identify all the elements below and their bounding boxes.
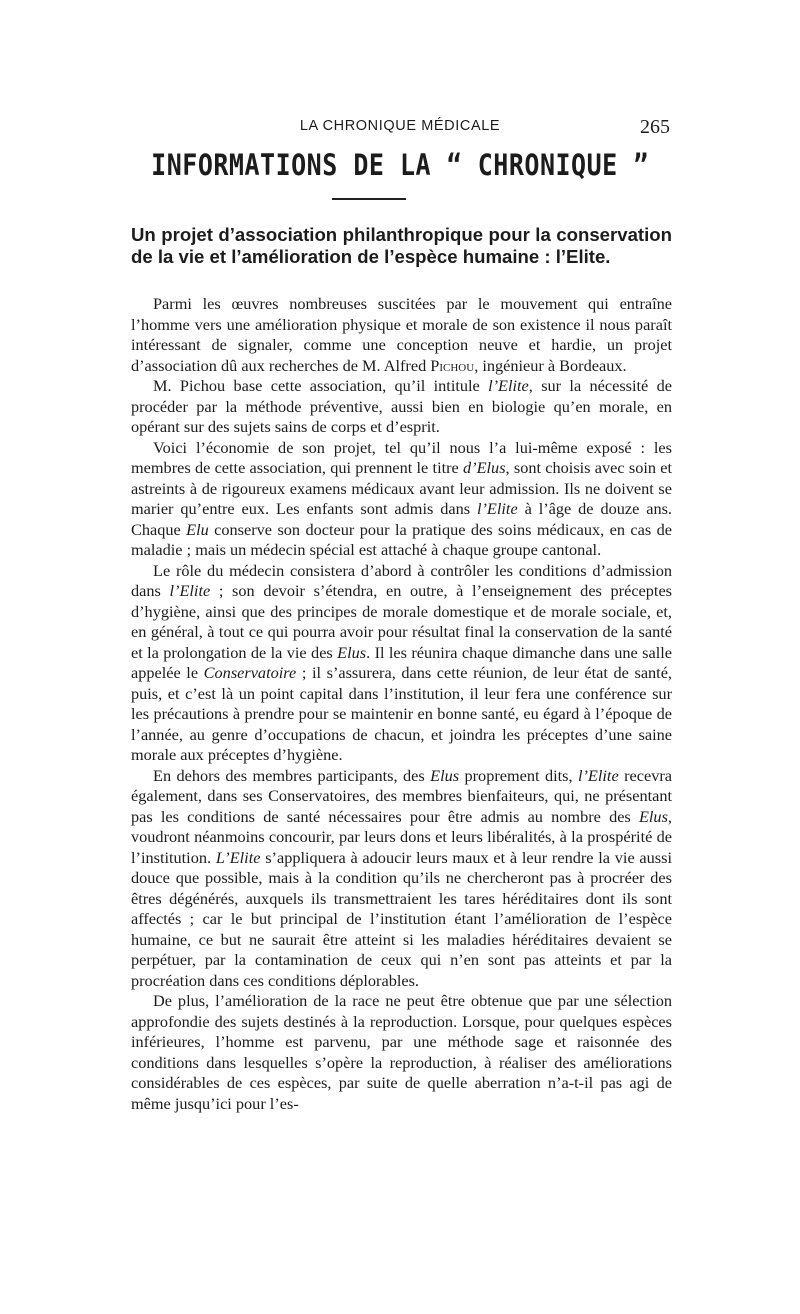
- text-run: En dehors des membres participants, des: [153, 765, 431, 785]
- text-run: . Il les réunira chaque dimanche dans une salle appelée le: [131, 642, 673, 682]
- text-run: recevra également, dans ses Conservatoires, des membres bienfaiteurs, qui, ne présentant pas les conditions de santé nécessaires pour être admis au nombre des: [131, 765, 672, 826]
- text-run: à l’âge de douze ans. Chaque: [131, 499, 672, 539]
- text-run: conserve son docteur pour la pratique des soins médicaux, en cas de maladie ; mais un médecin spécial est attaché à chaque groupe cantonal.: [131, 519, 672, 559]
- text-run: , ingénieur à Bordeaux.: [474, 355, 627, 375]
- paragraph-1: [131, 294, 672, 376]
- italic-term: L’Elite: [215, 847, 261, 867]
- heading-rule: [332, 198, 406, 200]
- page-number: 265: [640, 116, 670, 138]
- paragraph-3: [131, 438, 672, 561]
- text-run: Parmi les œuvres nombreuses suscitées par le mouvement qui entraîne l’homme vers une amélioration physique et morale de son existence il nous paraît intéressant de signaler, comme une conception neuve et hardie, un projet d’association dû aux recherches de M. Alfred: [131, 294, 672, 375]
- journal-name: LA CHRONIQUE MÉDICALE: [299, 118, 501, 134]
- article-title: Un projet d’association philanthropique pour la conservation de la vie et l’amélioration de l’espèce humaine : l’Elite.: [131, 224, 672, 267]
- text-run: s’appliquera à adoucir leurs maux et à leur rendre la vie aussi douce que possible, mais à la condition qu’ils ne chercheront pas à procréer des êtres dégénérés, auxquels ils transmettraient les tares héréditaires dont ils sont affectés ; car le but principal de l’institution étant l’amélioration de l’espèce humaine, ce but ne saurait être atteint si les maladies héréditaires devaient se perpétuer, par la contamination de ceux qui n’en sont pas atteints et par la procréation dans ces conditions déplorables.: [131, 847, 672, 990]
- paragraph-4: [131, 561, 672, 766]
- text-run: Le rôle du médecin consistera d’abord à contrôler les conditions d’admission dans: [131, 560, 672, 600]
- italic-term: Conservatoire: [203, 663, 297, 682]
- author-name: Pichou: [430, 355, 475, 375]
- italic-term: Elus: [430, 765, 460, 785]
- italic-term: l’Elite: [488, 376, 529, 395]
- article-body: [131, 294, 672, 1114]
- italic-term: l’Elite: [169, 581, 211, 600]
- text-run: , voudront néanmoins concourir, par leurs dons et leurs libéralités, à la prospérité de l’institution.: [131, 806, 672, 867]
- italic-term: Elus: [638, 806, 668, 826]
- text-run: M. Pichou base cette association, qu’il intitule: [153, 376, 489, 395]
- italic-term: d’Elus: [463, 458, 506, 477]
- italic-term: Elu: [186, 519, 209, 539]
- italic-term: l’Elite: [476, 499, 518, 518]
- section-heading: INFORMATIONS DE LA “ CHRONIQUE ”: [151, 148, 649, 183]
- paragraph-2: [131, 376, 672, 438]
- paragraph-5: [131, 766, 672, 992]
- paragraph-6: De plus, l’amélioration de la race ne peut être obtenue que par une sélection approfondie des sujets destinés à la reproduction. Lorsque, pour quelques espèces inférieures, l’homme est parvenu, par une méthode sage et raisonnée des conditions dans lesquelles s’opère la reproduction, à réaliser des améliorations considérables de ces espèces, par suite de quelle aberration n’a-t-il pas agi de même jusqu’ici pour l’es-: [131, 991, 672, 1113]
- text-run: , sont choisis avec soin et astreints à de rigoureux examens médicaux avant leur admission. Ils ne doivent se marier qu’entre eux. Les enfants sont admis dans: [131, 458, 673, 518]
- text-run: ; son devoir s’étendra, en outre, à l’enseignement des préceptes d’hygiène, ainsi que des principes de morale domestique et de morale sociale, et, en général, à tout ce qui pourra avoir pour résultat final la conservation de la santé et la prolongation de la vie des: [131, 581, 673, 662]
- running-head: [130, 118, 670, 140]
- text-run: , sur la nécessité de procéder par la méthode préventive, aussi bien en biologie qu’en morale, en opérant sur des sujets sains de corps et d’esprit.: [131, 376, 672, 436]
- text-run: ; il s’assurera, dans cette réunion, de leur état de santé, puis, et c’est là un point capital dans l’institution, il leur fera une conférence sur les précautions à prendre pour se maintenir en bonne santé, eu égard à l’époque de l’année, au genre d’occupations de chacun, et joindra les préceptes d’une saine morale aux préceptes d’hygiène.: [131, 663, 673, 764]
- italic-term: Elus: [337, 642, 367, 662]
- text-run: proprement dits,: [459, 765, 578, 785]
- italic-term: l’Elite: [577, 765, 619, 785]
- text-run: Voici l’économie de son projet, tel qu’il nous l’a lui-même exposé : les membres de cette association, qui prennent le titre: [131, 437, 672, 477]
